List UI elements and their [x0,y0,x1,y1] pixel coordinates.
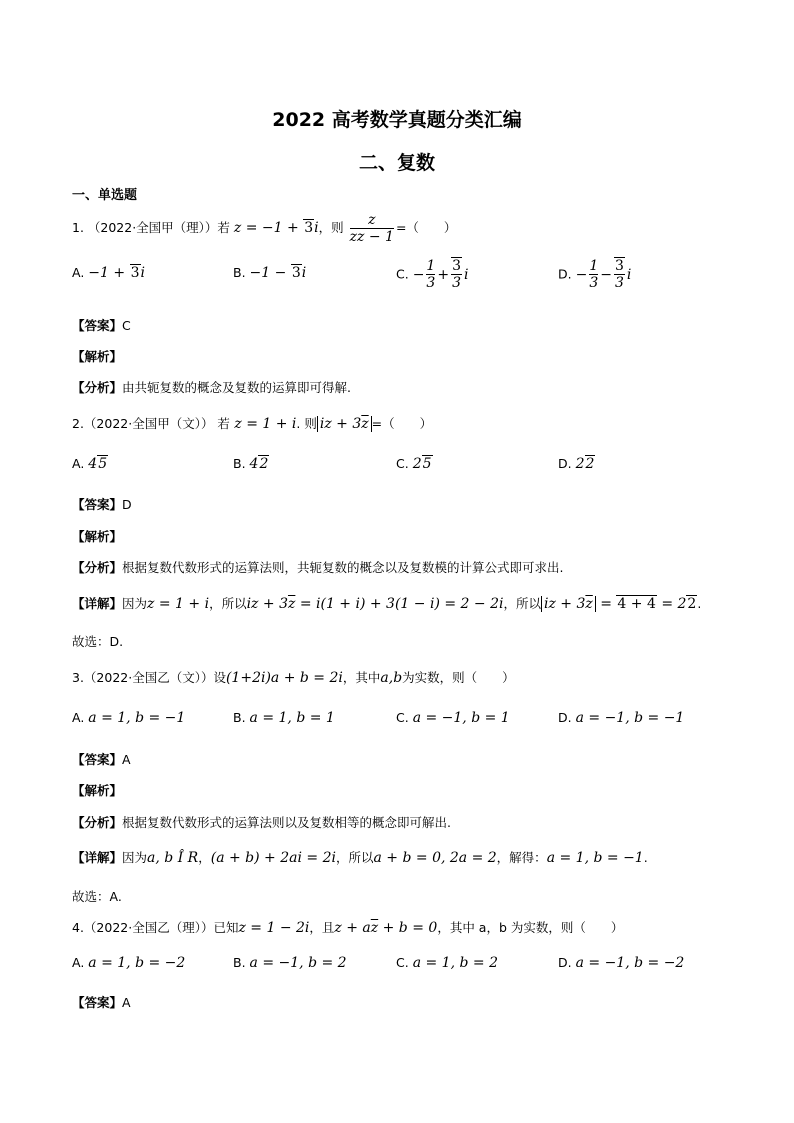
q3-analysis-label: 【解析】 [72,783,123,798]
q1-analysis-label: 【解析】 [72,349,123,364]
q4-option-a[interactable]: A. a = 1, b = −2 [72,955,186,971]
q3-answer: 【答案】A [72,752,131,767]
q2-option-d[interactable]: D. 22 [558,456,595,472]
q2-answer: 【答案】D [72,497,132,512]
q2-option-c[interactable]: C. 25 [396,456,432,472]
question-2-stem: 2.（2022·全国甲（文）） 若 z = 1 + i. 则 iz + $3\overline{z}$ =（ ） [72,416,433,432]
q2-xiangjie: 【详解】因为z = 1 + i，所以iz + $3\overline{z} = i(1 + i) + 3(1 - i) = 2 - 2i$，所以 iz + $3\overline{z} = 4 + 4 = 22$. [72,596,702,612]
q1-answer: 【答案】C [72,318,131,333]
q3-fenxi: 【分析】根据复数代数形式的运算法则以及复数相等的概念即可解出. [72,815,451,830]
q2-guxuan: 故选：D. [72,634,124,649]
q1-stem-math: z = −1 + 3i [233,220,319,236]
q3-option-b[interactable]: B. a = 1, b = 1 [233,710,335,726]
q3-option-d[interactable]: D. a = −1, b = −1 [558,710,685,726]
q1-fraction: $\frac{z}{z\overline{z} - 1}$ [349,212,394,245]
q3-xiangjie: 【详解】因为a, b Î R，(a + b) + 2ai = 2i，所以a + b = 0, 2a = 2，解得：a = 1, b = −1. [72,850,648,866]
q1-option-c[interactable]: C. − $\frac{1}{3}$ + $\frac{3}{3}$ i [396,258,469,291]
question-1-stem [72,212,456,245]
q1-option-b[interactable]: B. −1 − 3i [233,265,307,281]
page-title: 2022 高考数学真题分类汇编 [272,109,522,131]
question-3-stem: 3.（2022·全国乙（文））设(1+2i)a + b = 2i，其中a,b为实数，则（ ） [72,670,515,686]
section-heading: 一、单选题 [72,188,138,203]
q4-option-d[interactable]: D. a = −1, b = −2 [558,955,685,971]
q2-option-b[interactable]: B. 42 [233,456,269,472]
q4-answer: 【答案】A [72,995,131,1010]
q1-stem-prefix: 1. （2022·全国甲（理））若 [72,220,230,235]
q3-option-c[interactable]: C. a = −1, b = 1 [396,710,510,726]
q4-option-b[interactable]: B. a = −1, b = 2 [233,955,347,971]
q3-guxuan: 故选：A. [72,889,122,904]
q1-option-d[interactable]: D. − $\frac{1}{3}$ − $\frac{3}{3}$ i [558,258,632,291]
q1-option-a[interactable]: A. −1 + 3i [72,265,145,281]
q4-option-c[interactable]: C. a = 1, b = 2 [396,955,498,971]
q2-analysis-label: 【解析】 [72,529,123,544]
question-4-stem: 4.（2022·全国乙（理））已知z = 1 − 2i，且$z + a\overline{z} + b = 0$，其中 a，b 为实数，则（ ） [72,920,624,936]
q2-fenxi: 【分析】根据复数代数形式的运算法则，共轭复数的概念以及复数模的计算公式即可求出. [72,560,564,575]
q1-fenxi: 【分析】由共轭复数的概念及复数的运算即可得解. [72,380,351,395]
q1-stem-mid: ，则 [318,220,344,235]
q2-option-a[interactable]: A. 45 [72,456,108,472]
page-subtitle: 二、复数 [358,152,435,174]
q1-stem-suffix: =（ ） [395,220,457,235]
q3-option-a[interactable]: A. a = 1, b = −1 [72,710,186,726]
